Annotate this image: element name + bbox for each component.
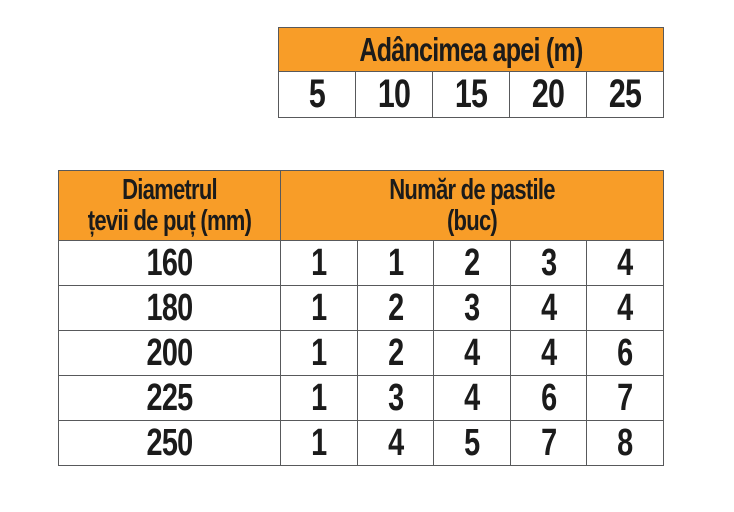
table-row bbox=[59, 376, 664, 421]
table-row bbox=[59, 241, 664, 286]
value-cell: 2 bbox=[434, 241, 511, 286]
diameter-cell: 160 bbox=[59, 241, 281, 286]
value-cell: 1 bbox=[281, 376, 358, 421]
value-cell: 1 bbox=[357, 241, 434, 286]
diameter-header-line2: țevii de puț (mm) bbox=[87, 204, 252, 237]
value-cell: 2 bbox=[357, 331, 434, 376]
diameter-cell: 180 bbox=[59, 286, 281, 331]
depth-value-cell: 25 bbox=[587, 72, 664, 118]
value-cell: 3 bbox=[510, 241, 587, 286]
value-cell: 1 bbox=[281, 331, 358, 376]
depth-header-row bbox=[279, 28, 664, 72]
diameter-cell: 250 bbox=[59, 421, 281, 466]
pellets-table bbox=[58, 170, 664, 466]
value-cell: 4 bbox=[357, 421, 434, 466]
table-row bbox=[59, 421, 664, 466]
value-cell: 4 bbox=[434, 331, 511, 376]
pellets-header-row bbox=[59, 171, 664, 241]
diameter-cell: 225 bbox=[59, 376, 281, 421]
table-row bbox=[59, 331, 664, 376]
value-cell: 1 bbox=[281, 421, 358, 466]
value-cell: 3 bbox=[434, 286, 511, 331]
value-cell: 4 bbox=[587, 241, 664, 286]
value-cell: 2 bbox=[357, 286, 434, 331]
depth-value-cell: 5 bbox=[279, 72, 356, 118]
value-cell: 6 bbox=[587, 331, 664, 376]
water-depth-table bbox=[278, 27, 664, 118]
value-cell: 4 bbox=[510, 286, 587, 331]
depth-value-cell: 15 bbox=[433, 72, 510, 118]
depth-values-row bbox=[279, 72, 664, 118]
diameter-cell: 200 bbox=[59, 331, 281, 376]
depth-value-cell: 10 bbox=[356, 72, 433, 118]
value-cell: 4 bbox=[510, 331, 587, 376]
diameter-header-cell bbox=[59, 171, 281, 241]
value-cell: 7 bbox=[587, 376, 664, 421]
pellets-header-line1: Număr de pastile bbox=[389, 173, 555, 206]
pellets-header-line2: (buc) bbox=[446, 204, 498, 237]
table-row bbox=[59, 286, 664, 331]
diameter-header-line1: Diametrul bbox=[122, 173, 217, 206]
value-cell: 6 bbox=[510, 376, 587, 421]
depth-value-cell: 20 bbox=[510, 72, 587, 118]
value-cell: 3 bbox=[357, 376, 434, 421]
value-cell: 1 bbox=[281, 286, 358, 331]
value-cell: 4 bbox=[587, 286, 664, 331]
value-cell: 5 bbox=[434, 421, 511, 466]
value-cell: 8 bbox=[587, 421, 664, 466]
value-cell: 7 bbox=[510, 421, 587, 466]
pellets-header-cell bbox=[281, 171, 664, 241]
value-cell: 4 bbox=[434, 376, 511, 421]
depth-header-label: Adâncimea apei (m) bbox=[359, 30, 583, 68]
value-cell: 1 bbox=[281, 241, 358, 286]
depth-header-cell bbox=[279, 28, 664, 72]
